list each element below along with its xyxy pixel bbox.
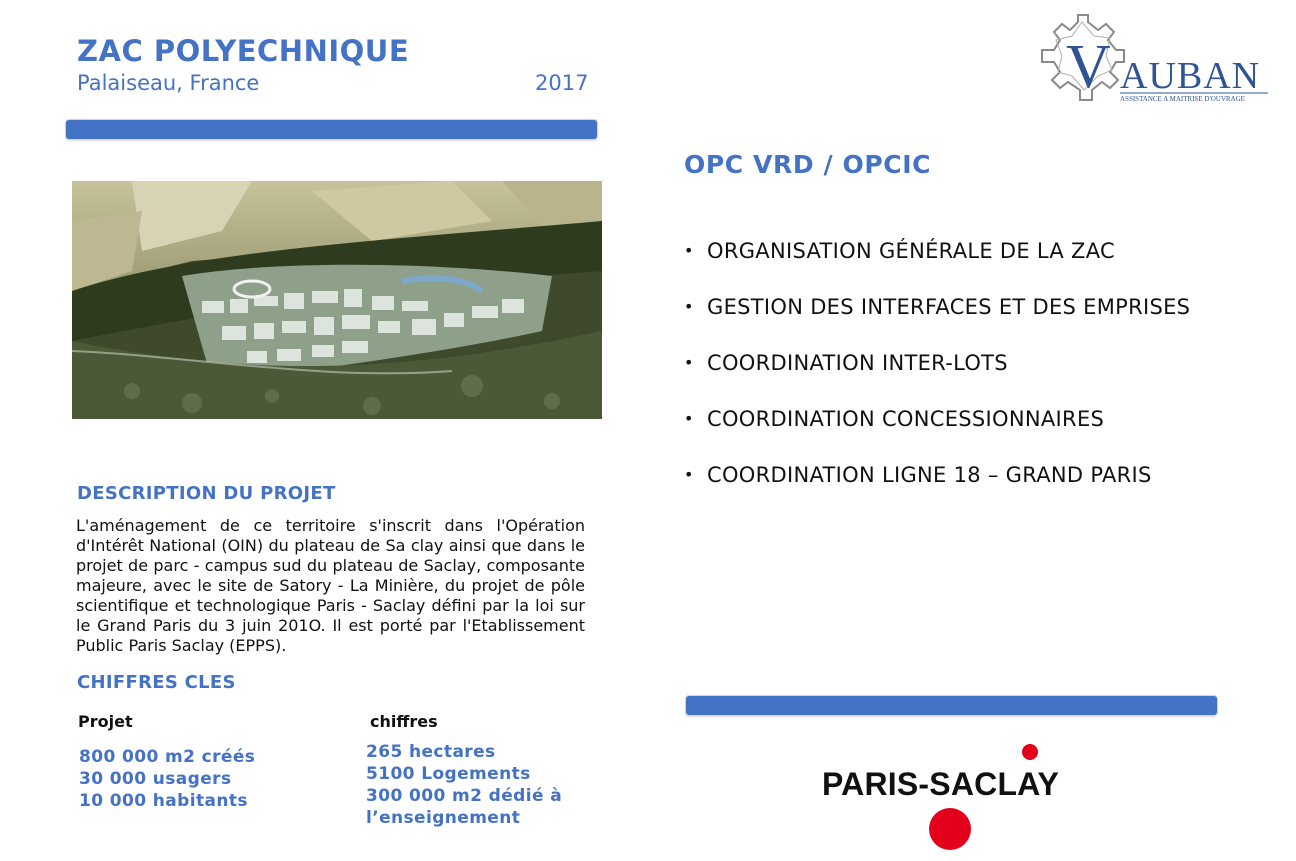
figure-item: 30 000 usagers (79, 769, 232, 789)
svg-text:V: V (1066, 33, 1111, 101)
figures-list-chiffres (366, 741, 596, 829)
mission-item: • GESTION DES INTERFACES ET DES EMPRISES (684, 295, 1191, 319)
red-dot-small-icon (1022, 744, 1038, 760)
fortress-star-icon (1036, 12, 1272, 108)
bullet-icon: • (684, 297, 694, 316)
mission-heading: OPC VRD / OPCIC (684, 150, 932, 179)
mission-list (684, 237, 1190, 517)
key-figures-heading: CHIFFRES CLES (77, 672, 236, 693)
mission-item: • ORGANISATION GÉNÉRALE DE LA ZAC (684, 239, 1116, 263)
figure-item: 5100 Logements (366, 764, 531, 784)
description-heading: DESCRIPTION DU PROJET (77, 483, 336, 504)
description-text: L'aménagement de ce territoire s'inscrit dans l'Opération d'Intérêt National (OIN) du plateau de Sa clay ainsi que dans le projet de parc - campus sud du plateau de Saclay, composante majeure, avec le site de Satory - La Minière, du projet de pôle scientifique et technologique Paris - Saclay défini par la loi sur le Grand Paris du 3 juin 201O. Il est porté par l'Etablissement Public Paris Saclay (EPPS). (76, 516, 585, 655)
figures-column-header-chiffres: chiffres (370, 712, 438, 731)
mission-item: • COORDINATION INTER-LOTS (684, 351, 1008, 375)
mission-item: • COORDINATION CONCESSIONNAIRES (684, 407, 1105, 431)
figure-item: 800 000 m2 créés (79, 747, 256, 767)
paris-saclay-wordmark: PARIS-SACLAY (822, 766, 1060, 802)
figure-item: l’enseignement (366, 808, 521, 828)
figure-item: 10 000 habitants (79, 791, 248, 811)
figures-list-projet (79, 746, 255, 812)
project-location: Palaiseau, France (77, 71, 260, 95)
paris-saclay-logo (822, 742, 1082, 852)
bullet-icon: • (684, 465, 694, 484)
figures-column-header-projet: Projet (78, 712, 133, 731)
figure-item: 300 000 m2 dédié à (366, 786, 563, 806)
bottom-divider-bar (686, 696, 1217, 715)
red-dot-large-icon (929, 808, 971, 850)
project-year: 2017 (535, 71, 589, 95)
vauban-logo (1036, 12, 1272, 108)
figure-item: 265 hectares (366, 742, 496, 762)
project-title: ZAC POLYECHNIQUE (77, 34, 410, 68)
bullet-icon: • (684, 353, 694, 372)
bullet-icon: • (684, 241, 694, 260)
aerial-site-photo (72, 181, 602, 419)
svg-text:ASSISTANCE A MAITRISE D'OUVRAG: ASSISTANCE A MAITRISE D'OUVRAGE (1120, 95, 1245, 103)
bullet-icon: • (684, 409, 694, 428)
mission-item: • COORDINATION LIGNE 18 – GRAND PARIS (684, 463, 1152, 487)
svg-text:AUBAN: AUBAN (1120, 55, 1261, 97)
top-divider-bar (66, 120, 597, 139)
